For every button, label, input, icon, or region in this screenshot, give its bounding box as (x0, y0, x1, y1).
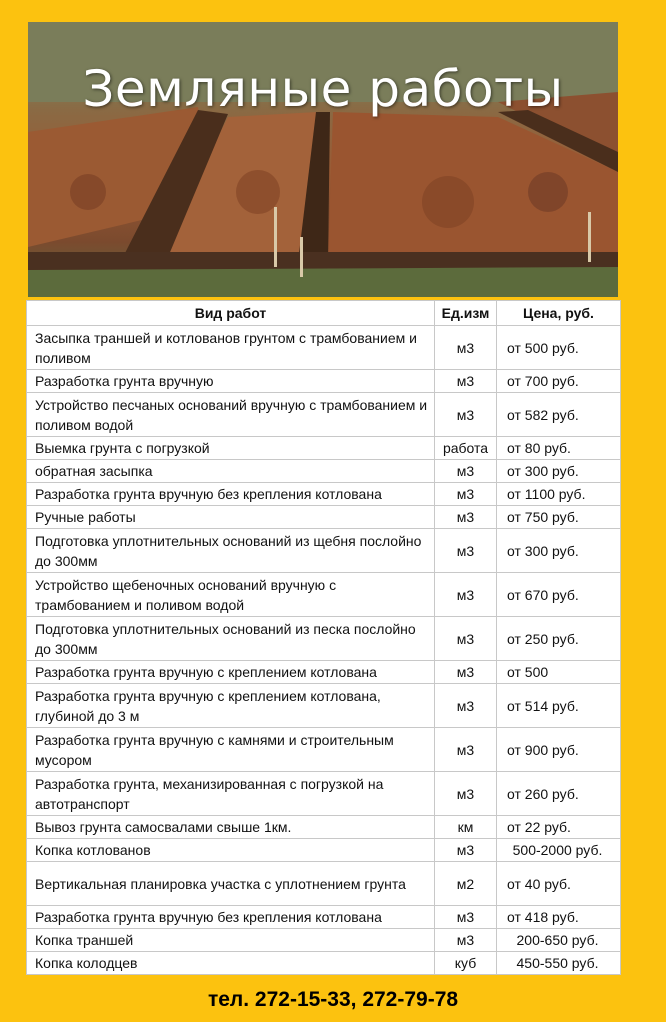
table-row (27, 684, 621, 728)
price-cell: от 80 руб. (497, 437, 621, 460)
table-row (27, 506, 621, 529)
header-price: Цена, руб. (497, 301, 621, 326)
table-row (27, 772, 621, 816)
unit-cell: м3 (435, 506, 497, 529)
unit-cell: м3 (435, 728, 497, 772)
header-unit: Ед.изм (435, 301, 497, 326)
unit-cell: м3 (435, 529, 497, 573)
work-name-cell: Подготовка уплотнительных оснований из песка послойно до 300мм (27, 617, 435, 661)
price-cell: от 500 (497, 661, 621, 684)
unit-cell: куб (435, 952, 497, 975)
work-name-cell: Разработка грунта вручную (27, 370, 435, 393)
unit-cell: м3 (435, 839, 497, 862)
unit-cell: км (435, 816, 497, 839)
table-row (27, 661, 621, 684)
table-header-row (27, 301, 621, 326)
work-name-cell: Устройство щебеночных оснований вручную с трамбованием и поливом водой (27, 573, 435, 617)
work-name-cell: Выемка грунта с погрузкой (27, 437, 435, 460)
price-cell: от 670 руб. (497, 573, 621, 617)
price-cell: от 300 руб. (497, 529, 621, 573)
unit-cell: м3 (435, 370, 497, 393)
unit-cell: м3 (435, 906, 497, 929)
price-cell: 450-550 руб. (497, 952, 621, 975)
price-cell: от 700 руб. (497, 370, 621, 393)
work-name-cell: Разработка грунта вручную с креплением котлована (27, 661, 435, 684)
price-cell: от 750 руб. (497, 506, 621, 529)
price-table-body (27, 326, 621, 975)
table-row (27, 929, 621, 952)
price-cell: от 514 руб. (497, 684, 621, 728)
table-row (27, 529, 621, 573)
table-row (27, 437, 621, 460)
page-title: Земляные работы (82, 60, 564, 118)
work-name-cell: Ручные работы (27, 506, 435, 529)
header-work-type: Вид работ (27, 301, 435, 326)
work-name-cell: Копка колодцев (27, 952, 435, 975)
table-row (27, 617, 621, 661)
table-row (27, 326, 621, 370)
price-cell: от 22 руб. (497, 816, 621, 839)
unit-cell: м3 (435, 929, 497, 952)
table-row (27, 839, 621, 862)
unit-cell: м3 (435, 460, 497, 483)
unit-cell: м3 (435, 573, 497, 617)
price-cell: 200-650 руб. (497, 929, 621, 952)
unit-cell: работа (435, 437, 497, 460)
price-cell: от 250 руб. (497, 617, 621, 661)
unit-cell: м2 (435, 862, 497, 906)
work-name-cell: Разработка грунта вручную без крепления котлована (27, 906, 435, 929)
table-row (27, 862, 621, 906)
table-row (27, 906, 621, 929)
price-cell: от 900 руб. (497, 728, 621, 772)
work-name-cell: Подготовка уплотнительных оснований из щебня послойно до 300мм (27, 529, 435, 573)
unit-cell: м3 (435, 684, 497, 728)
table-row (27, 573, 621, 617)
table-row (27, 393, 621, 437)
work-name-cell: Засыпка траншей и котлованов грунтом с трамбованием и поливом (27, 326, 435, 370)
table-row (27, 728, 621, 772)
unit-cell: м3 (435, 483, 497, 506)
work-name-cell: Разработка грунта вручную без крепления котлована (27, 483, 435, 506)
price-cell: от 582 руб. (497, 393, 621, 437)
table-row (27, 460, 621, 483)
work-name-cell: Копка траншей (27, 929, 435, 952)
unit-cell: м3 (435, 393, 497, 437)
work-name-cell: Устройство песчаных оснований вручную с трамбованием и поливом водой (27, 393, 435, 437)
table-row (27, 370, 621, 393)
work-name-cell: Разработка грунта вручную с камнями и строительным мусором (27, 728, 435, 772)
unit-cell: м3 (435, 772, 497, 816)
work-name-cell: Копка котлованов (27, 839, 435, 862)
work-name-cell: Вертикальная планировка участка с уплотнением грунта (27, 862, 435, 906)
table-row (27, 952, 621, 975)
work-name-cell: Разработка грунта, механизированная с погрузкой на автотранспорт (27, 772, 435, 816)
unit-cell: м3 (435, 617, 497, 661)
work-name-cell: обратная засыпка (27, 460, 435, 483)
unit-cell: м3 (435, 661, 497, 684)
price-cell: от 300 руб. (497, 460, 621, 483)
price-cell: от 500 руб. (497, 326, 621, 370)
table-row (27, 816, 621, 839)
header-photo (28, 22, 618, 297)
table-row (27, 483, 621, 506)
contact-phone: тел. 272-15-33, 272-79-78 (207, 988, 459, 1011)
price-table (26, 300, 621, 975)
price-cell: от 260 руб. (497, 772, 621, 816)
work-name-cell: Разработка грунта вручную с креплением котлована, глубиной до 3 м (27, 684, 435, 728)
work-name-cell: Вывоз грунта самосвалами свыше 1км. (27, 816, 435, 839)
price-cell: от 1100 руб. (497, 483, 621, 506)
unit-cell: м3 (435, 326, 497, 370)
price-cell: от 418 руб. (497, 906, 621, 929)
price-cell: от 40 руб. (497, 862, 621, 906)
price-cell: 500-2000 руб. (497, 839, 621, 862)
